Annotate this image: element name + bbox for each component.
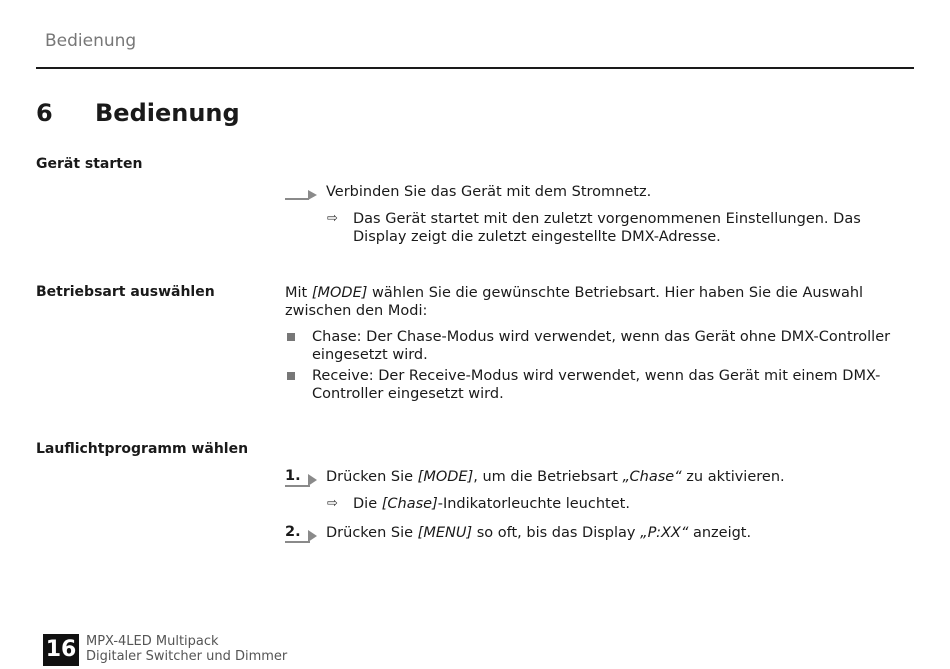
step-arrow-icon: [308, 474, 317, 486]
footer-subtitle: Digitaler Switcher und Dimmer: [86, 649, 288, 664]
step-2-text: Drücken Sie [MENU] so oft, bis das Display „P:XX“ anzeigt.: [326, 525, 752, 541]
action-arrow-icon: [285, 186, 319, 202]
step-number: 2.: [285, 524, 301, 540]
section-heading-program: Lauflichtprogramm wählen: [36, 441, 249, 457]
bullet-square-icon: [287, 333, 295, 341]
step-number: 1.: [285, 468, 301, 484]
bullet-square-icon: [287, 372, 295, 380]
mode-key: [MODE]: [311, 285, 368, 301]
step-1-text: Drücken Sie [MODE], um die Betriebsart „Chase“ zu aktivieren.: [326, 469, 785, 485]
section-heading-start: Gerät starten: [36, 156, 143, 172]
page-number: 16: [43, 634, 79, 666]
footer-product: MPX-4LED Multipack: [86, 634, 219, 649]
running-header: Bedienung: [45, 31, 137, 51]
result-arrow-icon: ⇨: [327, 211, 338, 226]
step-underline: [285, 485, 310, 487]
mode-intro-text: Mit [MODE] wählen Sie die gewünschte Betriebsart. Hier haben Sie die Auswahl zwischen den Modi:: [285, 285, 864, 319]
start-action-text: Verbinden Sie das Gerät mit dem Stromnetz.: [326, 184, 652, 200]
mode-bullet-receive: Receive: Der Receive-Modus wird verwendet, wenn das Gerät mit einem DMX-Controller eingesetzt wird.: [312, 368, 881, 402]
mode-bullet-chase: Chase: Der Chase-Modus wird verwendet, wenn das Gerät ohne DMX-Controller eingesetzt wird.: [312, 329, 891, 363]
chapter-number: 6: [36, 99, 53, 127]
header-rule: [36, 67, 914, 69]
step-underline: [285, 541, 310, 543]
start-result-text: Das Gerät startet mit den zuletzt vorgenommenen Einstellungen. Das Display zeigt die zuletzt eingestellte DMX-Adresse.: [353, 211, 861, 245]
section-heading-mode: Betriebsart auswählen: [36, 284, 215, 300]
result-arrow-icon: ⇨: [327, 496, 338, 511]
step-1-result: Die [Chase]-Indikatorleuchte leuchtet.: [353, 496, 630, 512]
chapter-title: Bedienung: [95, 99, 240, 127]
step-arrow-icon: [308, 530, 317, 542]
